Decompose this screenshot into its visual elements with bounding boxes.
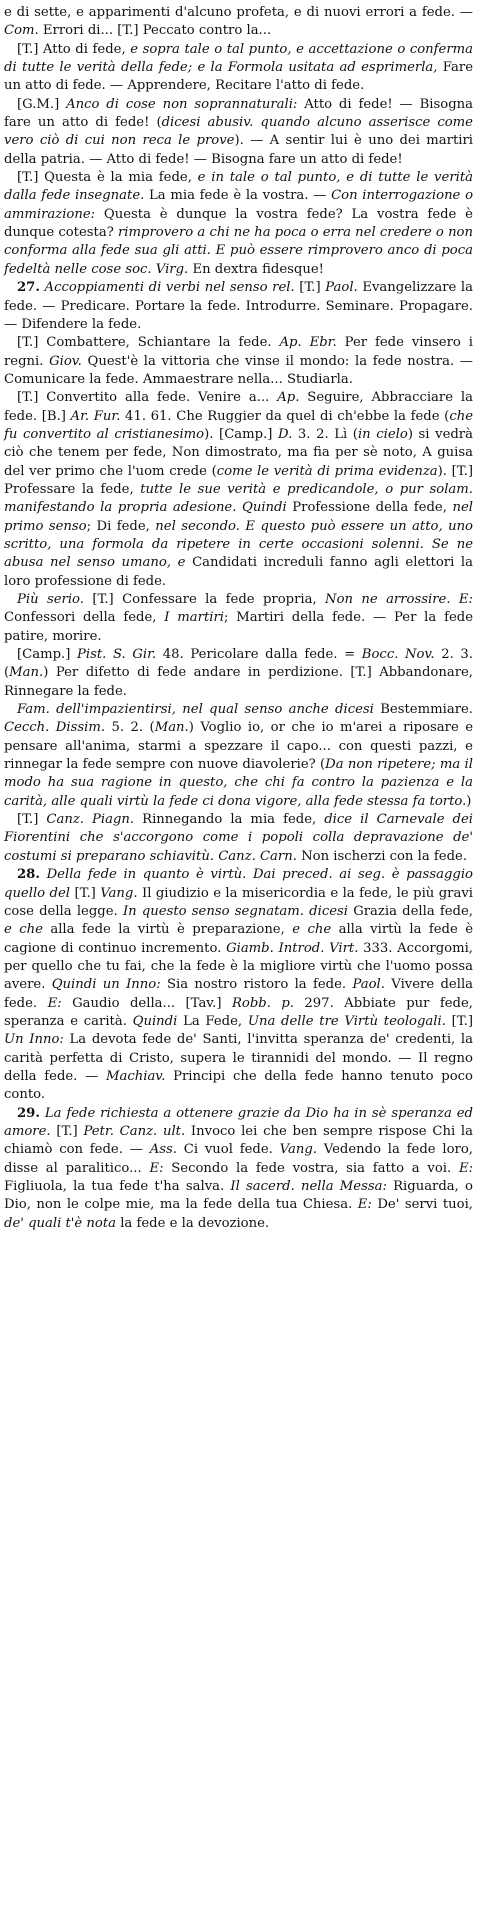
text-run: Ci vuol fede. [176, 1142, 280, 1158]
paragraph [4, 591, 473, 646]
text-run: Rinnegando la mia fede, [134, 812, 325, 828]
italic-text: Quindi [132, 1013, 178, 1029]
italic-text: Cecch. Dissim. [4, 720, 106, 736]
text-run: Sia nostro ristoro la fede. [160, 977, 353, 993]
text-run: ). [Camp.] [204, 426, 279, 442]
italic-text: Giov. [49, 353, 82, 369]
text-run: la fede e la devozione. [116, 1215, 270, 1231]
entry-number: 28. [17, 867, 40, 883]
text-run: [T.] [50, 1123, 84, 1139]
text-run: Figliuola, la tua fede t'ha salva. [4, 1179, 231, 1194]
italic-text: Man. [9, 665, 44, 681]
paragraph [4, 646, 473, 701]
text-run: Seguire, Abbracciare la fede. [B.] [4, 390, 474, 424]
italic-text: Ap. [277, 390, 300, 406]
text-run: Atto di fede! — Bisogna fare un atto di fede! ( [4, 96, 473, 131]
italic-text: nel primo senso [4, 500, 473, 534]
text-run: 2. 3. ( [4, 647, 473, 681]
italic-text: Della fede in quanto è virtù. Dai preced. ai seg. è passaggio quello del [4, 867, 473, 901]
text-run: Questa è dunque la vostra fede? La vostra fede è dunque cotesta? [4, 206, 473, 241]
italic-text: Non ne arrossire. E: [325, 592, 473, 607]
text-run: Confessori della fede, [4, 610, 165, 626]
paragraph [4, 279, 473, 334]
text-run: [T.] Confessare la fede propria, [83, 592, 326, 607]
italic-text: Petr. Canz. ult. [83, 1123, 186, 1139]
text-run: e di sette, e apparimenti d'alcuno profeta, e di nuovi errori a fede. — [4, 5, 473, 20]
text-run: La devota fede de' Santi, l'invitta speranza de' credenti, la carità perfetta di Cristo, supera le tirannidi del mondo. — Il regno della fede. — [4, 1032, 473, 1084]
italic-text: Più serio. [17, 592, 84, 607]
text-run: 333. Accorgomi, per quello che tu fai, che la fede è la migliore virtù che l'uomo possa avere. [4, 940, 473, 993]
text-run: [T.] Questa è la mia fede, [17, 170, 198, 186]
paragraph [4, 866, 473, 1104]
italic-text: Il sacerd. nella Messa: [230, 1179, 387, 1194]
text-run: alla fede la virtù è preparazione, [42, 922, 293, 938]
text-run: Candidati increduli fanno agli elettori la loro professione di fede. [4, 555, 473, 589]
italic-text: Robb. p. [231, 995, 294, 1011]
text-run: Quest'è la vittoria che vinse il mondo: la fede nostra. — Comunicare la fede. Ammaestrare nella... Studiarla. [4, 353, 473, 387]
text-run: Bestemmiare. [373, 702, 473, 718]
italic-text: D. [278, 426, 293, 442]
italic-text: Com. [4, 23, 39, 39]
text-run: 3. 2. Lì ( [292, 426, 358, 442]
text-run [40, 867, 47, 882]
text-run: ) Per difetto di fede andare in perdizione. [T.] Abbandonare, Rinnegare la fede. [4, 665, 473, 699]
text-run: Per fede vinsero i regni. [4, 335, 473, 369]
text-run: 297. Abbiate pur fede, speranza e carità. [4, 995, 473, 1029]
text-run: Non ischerzi con la fede. [296, 848, 468, 864]
italic-text: Machiav. [105, 1068, 166, 1084]
paragraph [4, 169, 473, 279]
italic-text: E: [357, 1197, 372, 1213]
italic-text: Fam. dell'impazientirsi, nel qual senso anche dicesi [17, 702, 374, 718]
paragraph [4, 389, 473, 591]
paragraph [4, 701, 473, 811]
italic-text: Quindi un Inno: [51, 977, 161, 993]
text-run: [T.] [70, 885, 101, 901]
italic-text: che fu convertito al cristianesimo [4, 408, 474, 442]
text-run: 5. 2. ( [105, 720, 155, 736]
italic-text: e che [4, 922, 43, 938]
italic-text: e sopra tale o tal punto, e accettazione o conferma di tutte le verità della fede; e la Formola usitata ad esprimerla, [4, 41, 474, 76]
text-run: Il giudizio e la misericordia e la fede, le più gravi cose della legge. [4, 885, 473, 919]
paragraph [4, 811, 473, 866]
text-run: Secondo la fede vostra, sia fatto a voi. [163, 1160, 459, 1176]
text-run: Errori di... [T.] Peccato contro la... [38, 23, 272, 39]
italic-text: Pist. S. Gir. [77, 647, 157, 663]
italic-text: La fede richiesta a ottenere grazie da Dio ha in sè speranza ed amore. [4, 1105, 473, 1139]
italic-text: Paol. [325, 280, 358, 296]
italic-text: e che [292, 922, 332, 938]
text-run: Invoco lei che ben sempre rispose Chi la chiamò con fede. — [4, 1123, 473, 1158]
text-run: ) si vedrà ciò che tenem per fede, Non dimostrato, ma fia per sè noto, A guisa del ver primo che l'uom crede ( [4, 426, 473, 479]
text-run: ; Martiri della fede. — Per la fede patire, morire. [4, 610, 473, 644]
text-run: Evangelizzare la fede. — Predicare. Portare la fede. Introdurre. Seminare. Propagare. — Difendere la fede. [4, 280, 473, 332]
italic-text: e in tale o tal punto, e di tutte le verità dalla fede insegnate. [4, 170, 473, 204]
text-run: Principi che della fede hanno tenuto poco conto. [4, 1068, 473, 1103]
italic-text: Man. [154, 720, 189, 736]
text-run: [T.] Combattere, Schiantare la fede. [17, 335, 280, 351]
text-run: [T.] [445, 1013, 473, 1029]
text-run: La mia fede è la vostra. — [144, 188, 332, 204]
text-run: 41. 61. Che Ruggier da quel di ch'ebbe la fede ( [120, 408, 450, 424]
text-run: ) [466, 793, 472, 809]
italic-text: nel secondo. E questo può essere un atto, uno scritto, una formola da ripetere in certe occasioni solenni. Se ne abusa nel senso umano, e [4, 518, 473, 571]
text-run: Fare un atto di fede. — Apprendere, Recitare l'atto di fede. [4, 60, 473, 94]
italic-text: Canz. Piagn. [46, 812, 135, 828]
text-run: [Camp.] [17, 647, 78, 663]
italic-text: Vang. [100, 885, 138, 901]
text-run: ). [T.] Professare la fede, [4, 463, 473, 497]
entry-number: 29. [17, 1105, 40, 1121]
italic-text: Da non ripetere; ma il modo ha sua ragione in questo, che chi fa contro la pazienza e la carità, alle quali virtù la fede ci dona vigore, alla fede stessa fa torto. [4, 757, 473, 809]
text-run: ) Voglio io, or che io m'arei a riposare e pensare all'anima, starmi a spezzare il capo... con questi pazzi, e rinnegar la fede sempre con nuove diavolerie? ( [4, 720, 473, 773]
italic-text: Un Inno: [4, 1032, 64, 1048]
text-run: ; Di fede, [86, 518, 156, 534]
text-run: Professione della fede, [286, 500, 453, 516]
italic-text: Vang. [279, 1142, 317, 1158]
text-run: Vivere della fede. [4, 977, 474, 1011]
text-run: [T.] [17, 812, 47, 828]
text-run: 48. Pericolare dalla fede. = [156, 647, 362, 663]
italic-text: dicesi abusiv. quando alcuno asserisce come vero ciò di cui non reca le prove [4, 115, 473, 149]
text-run: Gaudio della... [Tav.] [61, 995, 232, 1011]
text-run: [T.] [294, 280, 326, 296]
italic-text: rimprovero a chi ne ha poca o erra nel credere o non conforma alla fede sua gli atti. E può essere rimprovero anco di poca fedeltà nelle cose soc. Virg. [4, 225, 473, 277]
italic-text: Ar. Fur. [70, 408, 121, 424]
text-run: [G.M.] [17, 96, 67, 112]
text-run: ). — A sentir lui è uno dei martiri della patria. — Atto di fede! — Bisogna fare un atto di fede! [4, 133, 473, 167]
paragraph [4, 96, 473, 169]
italic-text: Accoppiamenti di verbi nel senso rel. [44, 280, 295, 296]
italic-text: Una delle tre Virtù teologali. [247, 1013, 446, 1029]
italic-text: E: [149, 1160, 164, 1176]
italic-text: Ap. Ebr. [279, 335, 337, 351]
italic-text: in cielo [357, 426, 408, 442]
text-run: De' servi tuoi, [371, 1197, 473, 1213]
italic-text: In questo senso segnatam. dicesi [122, 903, 349, 919]
italic-text: Ass. [149, 1142, 177, 1158]
italic-text: E: [47, 995, 62, 1011]
text-run: [T.] Atto di fede, [17, 41, 131, 57]
text-run: La Fede, [177, 1013, 248, 1029]
italic-text: dice il Carnevale dei Fiorentini che s'accorgono come i popoli colla depravazione de' costumi si preparano schiavitù. Canz. Carn. [4, 812, 474, 864]
text-run: Riguarda, o Dio, non le colpe mie, ma la fede della tua Chiesa. [4, 1179, 473, 1213]
paragraph [4, 334, 473, 389]
text-run: Vedendo la fede loro, disse al paralitico... [4, 1142, 473, 1176]
paragraph [4, 1105, 473, 1233]
entry-number: 27. [17, 280, 40, 296]
italic-text: Giamb. Introd. Virt. [226, 940, 359, 956]
italic-text: Con interrogazione o ammirazione: [4, 188, 474, 222]
paragraph [4, 4, 473, 41]
text-run: [T.] Convertito alla fede. Venire a... [17, 390, 278, 406]
italic-text: E: [458, 1160, 474, 1176]
text-run: Grazia della fede, [348, 903, 473, 919]
italic-text: come le verità di prima evidenza [216, 463, 438, 479]
text-run: alla virtù la fede è cagione di continuo incremento. [4, 922, 474, 956]
italic-text: I martiri [164, 610, 224, 626]
italic-text: Anco di cose non soprannaturali: [66, 96, 298, 112]
italic-text: de' quali t'è nota [4, 1215, 117, 1231]
italic-text: Bocc. Nov. [361, 647, 435, 663]
italic-text: Paol. [352, 977, 385, 993]
paragraph [4, 41, 473, 96]
italic-text: tutte le sue verità e predicandole, o pur solam. manifestando la propria adesione. Quindi [4, 481, 473, 516]
text-run: En dextra fidesque! [188, 261, 324, 277]
